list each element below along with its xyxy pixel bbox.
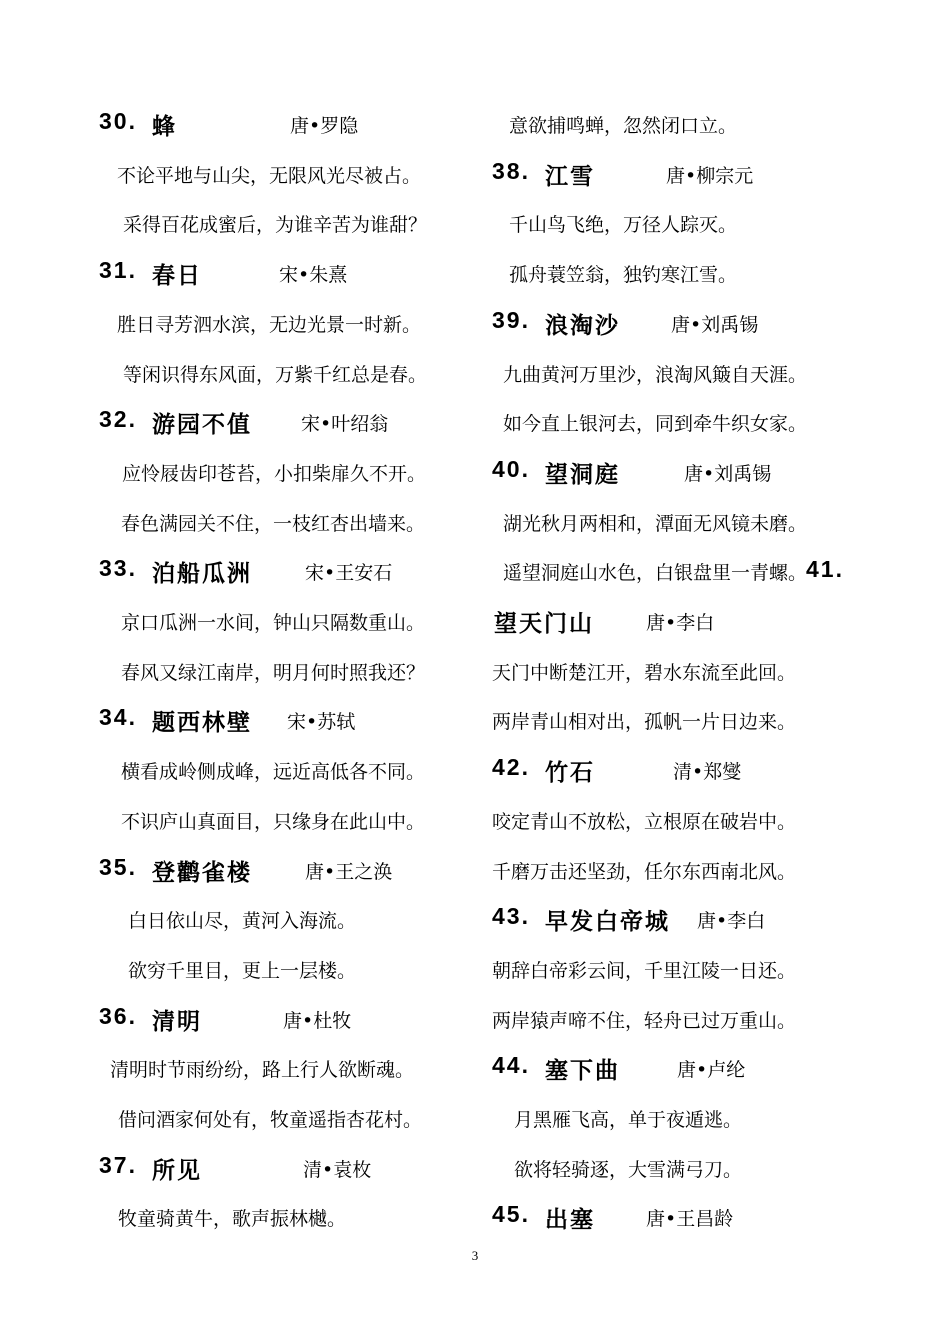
poem-number: 31. [99, 257, 137, 284]
poem-title: 望天门山 [494, 610, 594, 637]
poem-number: 39. [492, 306, 530, 333]
poem-author: 清•郑燮 [673, 761, 742, 784]
poem-author: 唐•卢纶 [677, 1059, 746, 1082]
poem-number: 37. [99, 1151, 137, 1178]
poem-line: 朝辞白帝彩云间，千里江陵一日还。 [492, 959, 797, 982]
poem-line: 孤舟蓑笠翁，独钓寒江雪。 [509, 264, 738, 287]
poem-line: 京口瓜洲一水间，钟山只隔数重山。 [121, 612, 426, 634]
poem-line: 清明时节雨纷纷，路上行人欲断魂。 [110, 1059, 415, 1082]
poem-line: 遥望洞庭山水色，白银盘里一青螺。 [503, 562, 808, 585]
poem-line: 牧童骑黄牛，歌声振林樾。 [118, 1208, 347, 1231]
poem-title: 泊船瓜洲 [152, 560, 252, 588]
poem-line: 月黑雁飞高，单于夜遁逃。 [514, 1109, 743, 1131]
poem-author: 清•袁枚 [303, 1158, 372, 1181]
poem-author: 宋•王安石 [305, 562, 393, 585]
page-number: 3 [471, 1248, 479, 1263]
poem-line: 九曲黄河万里沙，浪淘风簸自天涯。 [503, 363, 808, 386]
poem-title: 蜂 [152, 113, 177, 140]
poem-author: 宋•苏轼 [287, 711, 356, 734]
poem-number: 36. [99, 1002, 137, 1029]
poem-number: 43. [492, 903, 530, 930]
poem-title: 江雪 [545, 162, 595, 190]
poem-line: 如今直上银河去，同到牵牛织女家。 [503, 413, 808, 436]
poem-line: 咬定青山不放松，立根原在破岩中。 [492, 810, 797, 833]
poem-title: 题西林壁 [152, 709, 252, 737]
poem-number: 40. [492, 455, 530, 482]
poem-author: 宋•叶绍翁 [301, 413, 389, 436]
poem-line: 两岸青山相对出，孤帆一片日边来。 [492, 711, 797, 734]
poem-author: 唐•王之涣 [305, 860, 393, 883]
poem-author: 宋•朱熹 [279, 264, 348, 287]
poem-number: 45. [492, 1201, 530, 1228]
poem-line: 应怜屐齿印苍苔，小扣柴扉久不开。 [122, 462, 427, 485]
poem-line: 意欲捕鸣蝉，忽然闭口立。 [509, 115, 738, 137]
poem-title: 塞下曲 [545, 1057, 620, 1085]
poem-number: 30. [99, 108, 137, 134]
poem-line: 春风又绿江南岸，明月何时照我还？ [121, 661, 426, 684]
poem-number: 38. [492, 157, 530, 184]
poem-title: 浪淘沙 [545, 311, 620, 339]
poem-number: 35. [99, 853, 137, 880]
poem-line: 白日依山尽，黄河入海流。 [128, 910, 357, 933]
poem-line: 千磨万击还坚劲，任尔东西南北风。 [492, 860, 797, 883]
poem-title: 望洞庭 [545, 460, 620, 488]
poem-author: 唐•柳宗元 [666, 164, 754, 187]
poem-author: 唐•刘禹锡 [671, 313, 759, 336]
poem-author: 唐•刘禹锡 [684, 462, 772, 485]
poem-line: 两岸猿声啼不住，轻舟已过万重山。 [492, 1009, 797, 1032]
poem-line: 天门中断楚江开，碧水东流至此回。 [492, 661, 797, 684]
poem-title: 登鹳雀楼 [152, 858, 252, 886]
poem-title: 游园不值 [152, 411, 252, 439]
poem-author: 唐•李白 [697, 910, 766, 933]
poem-title: 所见 [152, 1156, 202, 1184]
poem-title: 早发白帝城 [545, 908, 670, 936]
poem-line: 不识庐山真面目，只缘身在此山中。 [121, 810, 426, 833]
poem-number: 41. [806, 556, 844, 583]
poem-author: 唐•罗隐 [290, 115, 359, 137]
poem-number: 44. [492, 1052, 530, 1079]
poem-author: 唐•李白 [646, 612, 715, 634]
poem-author: 唐•杜牧 [283, 1009, 352, 1032]
poem-line: 借问酒家何处有，牧童遥指杏花村。 [118, 1109, 423, 1131]
poem-title: 清明 [152, 1007, 202, 1035]
poem-number: 32. [99, 406, 137, 433]
poem-line: 千山鸟飞绝，万径人踪灭。 [509, 214, 738, 237]
poem-title: 春日 [152, 262, 202, 290]
poem-line: 采得百花成蜜后，为谁辛苦为谁甜？ [123, 214, 428, 237]
poem-number: 34. [99, 704, 137, 731]
poem-line: 胜日寻芳泗水滨，无边光景一时新。 [117, 313, 422, 336]
poem-title: 出塞 [545, 1206, 595, 1234]
poem-line: 横看成岭侧成峰，远近高低各不同。 [121, 761, 426, 784]
poem-line: 春色满园关不住，一枝红杏出墙来。 [121, 512, 426, 535]
poem-author: 唐•王昌龄 [646, 1208, 734, 1231]
poem-line: 不论平地与山尖，无限风光尽被占。 [117, 164, 422, 187]
poem-title: 竹石 [545, 759, 595, 787]
poem-line: 欲将轻骑逐，大雪满弓刀。 [514, 1158, 743, 1181]
poem-number: 33. [99, 555, 137, 582]
poem-line: 湖光秋月两相和，潭面无风镜未磨。 [503, 512, 808, 535]
poem-number: 42. [492, 754, 530, 781]
poem-line: 等闲识得东风面，万紫千红总是春。 [123, 363, 428, 386]
poem-line: 欲穷千里目，更上一层楼。 [128, 959, 357, 982]
